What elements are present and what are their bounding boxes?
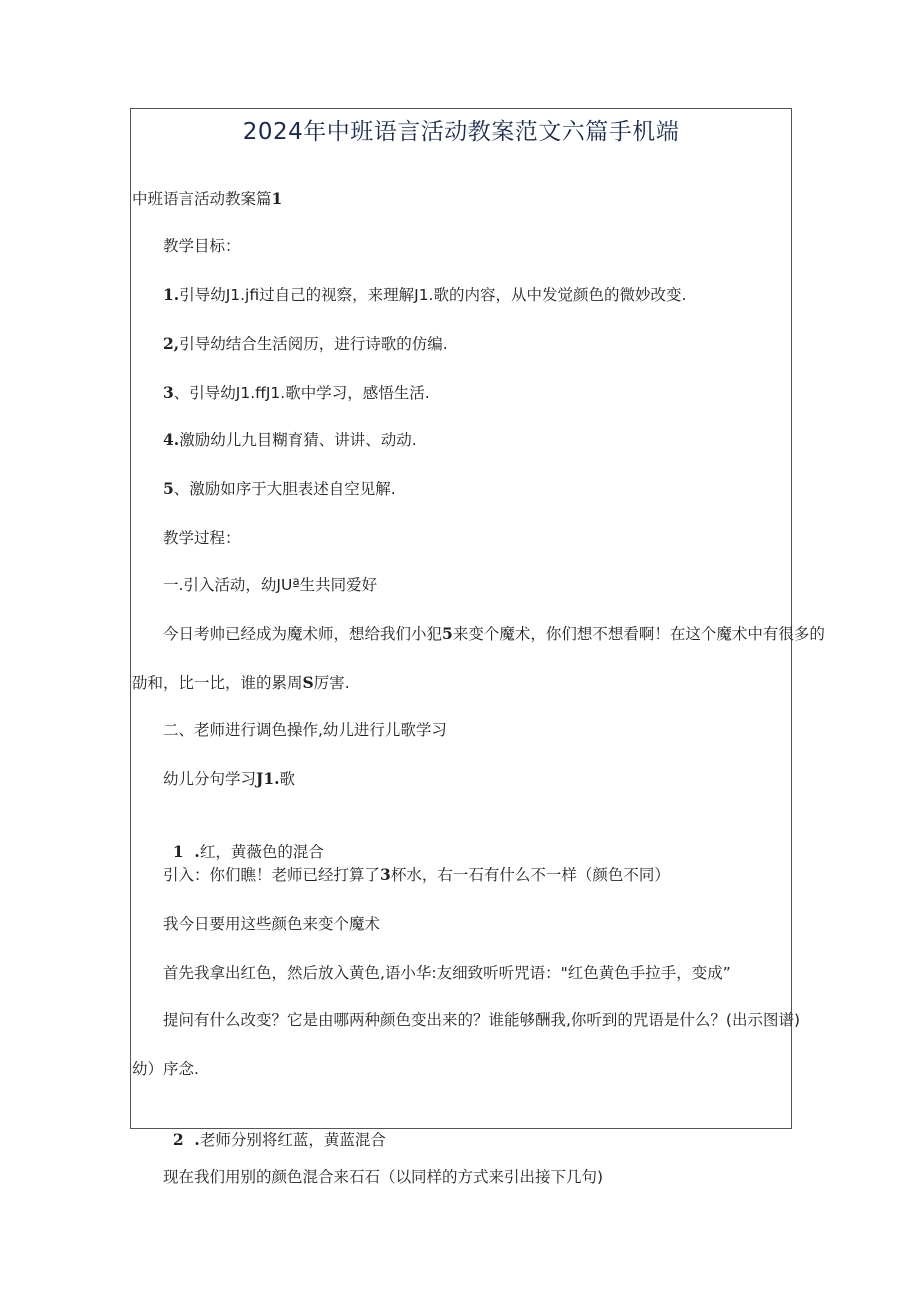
bold-segment: 3 [163,383,174,402]
text-segment: 劭和，比一比，谁的累周 [132,674,303,692]
paragraph-line [163,863,670,887]
text-segment: 今日考帅已经成为魔术师，想给我们小犯 [163,625,443,643]
paragraph-line [163,816,324,864]
paragraph-line [163,767,295,791]
bold-segment: 2, [163,334,180,353]
text-segment: 来变个魔术，你们想不想看啊！在这个魔术中有很多的 [452,625,825,643]
text-segment: 歌 [279,770,296,788]
paragraph-line [163,718,447,742]
paragraph-line [163,526,241,550]
paragraph-line [163,573,377,597]
paragraph-line [163,428,417,452]
text-segment: 杯水，右一石有什么不一样（颜色不同） [390,866,670,884]
paragraph-line [163,622,825,646]
document-title: 2024年中班语言活动教案范文六篇手机端 [242,119,680,145]
paragraph-line [163,332,448,356]
text-segment: 提问有什么改变？它是由哪两种颜色变出来的？谁能够酬我,你听到的咒语是什么？(出示图谱) [163,1011,801,1029]
text-segment: 幼）序念. [132,1060,199,1078]
paragraph-line [163,1104,386,1152]
bold-segment: 4. [163,430,180,449]
text-segment: 教学过程： [163,529,241,547]
bold-segment: 1 [271,189,283,208]
text-segment: 我今日要用这些颜色来变个魔术 [163,915,381,933]
section-heading [132,187,282,211]
bold-segment: 5 [442,624,453,643]
paragraph-line [163,234,241,258]
bold-segment: 3 [380,865,391,884]
text-segment: 中班语言活动教案篇 [132,190,272,208]
bold-segment: J1. [256,769,280,788]
paragraph-line [163,1008,800,1032]
paragraph-line [163,381,430,405]
text-segment: 老师分别将红蓝，黄蓝混合 [199,1131,386,1149]
text-segment: 、激励如序于大胆表述自空见解. [173,480,396,498]
bold-segment: 5 [163,479,174,498]
bold-segment: 2 . [172,1130,200,1149]
text-segment: 现在我们用别的颜色混合来石石（以同样的方式来引出接下几句) [163,1168,604,1186]
paragraph-line [132,671,350,695]
text-segment: 教学目标： [163,237,241,255]
bold-segment: 1 . [172,842,200,861]
paragraph-line [163,912,380,936]
text-segment: 红，黄薇色的混合 [199,843,324,861]
text-segment: 引导幼J1.jfi过自己的视察，来理解J1.歌的内容，从中发觉颜色的微妙改变. [179,286,687,304]
text-segment: 引导幼结合生活阅历，进行诗歌的仿编. [179,335,448,353]
text-segment: 厉害. [313,674,350,692]
text-segment: 首先我拿出红色，然后放入黄色,语小华:友细致听听咒语："红色黄色手拉手，变成” [163,964,731,982]
paragraph-line [163,283,686,307]
text-segment: 激励幼儿九目糊育猜、讲讲、动动. [179,431,417,449]
text-segment: ª生共同爱好 [292,576,378,594]
text-segment: 幼儿分句学习 [163,770,257,788]
text-segment: 、引导幼J1.ffJ1.歌中学习，感悟生活. [173,384,430,402]
text-segment: 一.引入活动，幼JU [163,576,293,594]
bold-segment: 1. [163,285,180,304]
paragraph-line [163,961,731,985]
paragraph-line [132,1057,199,1081]
text-segment: 二、老师进行调色操作,幼儿进行儿歌学习 [163,721,447,739]
text-segment: 引入：你们瞧！老师已经打算了 [163,866,381,884]
paragraph-line [163,1165,603,1189]
paragraph-line [163,477,396,501]
bold-segment: S [302,673,314,692]
